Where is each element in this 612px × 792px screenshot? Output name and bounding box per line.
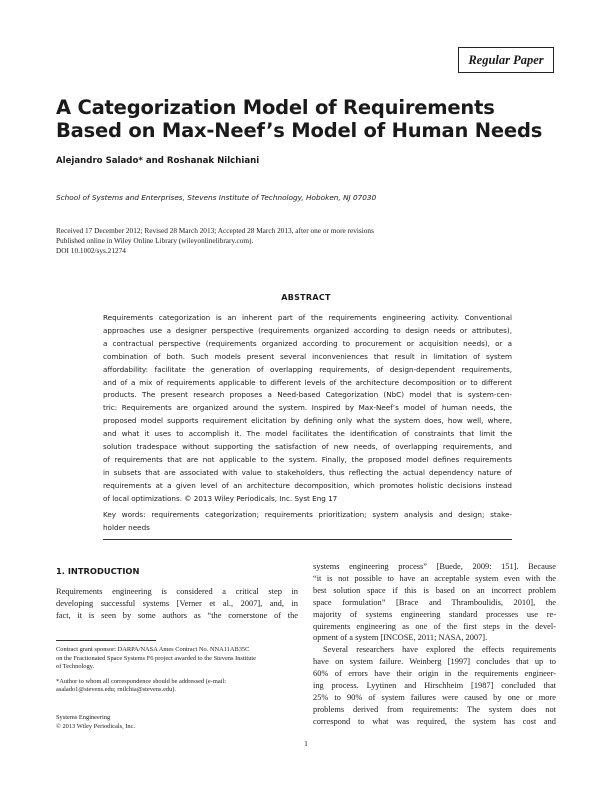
abstract-line: tric: Requirements are organized around the system. Inspired by Max-Neef’s model of human needs, the: [103, 403, 512, 413]
abstract-divider: [103, 539, 512, 540]
abstract-line: a contractual perspective (requirements organized according to procurement or acquisition needs), or a: [103, 338, 512, 348]
body-line: fact, it is seen by some authors as “the cornerstone of the: [56, 610, 298, 620]
abstract-line: Requirements categorization is an inherent part of the requirements engineering activity. Conventional: [103, 313, 512, 322]
journal-name: Systems Engineering: [56, 714, 111, 721]
body-line: developing successful systems [Verner et al., 2007], and, in: [56, 598, 298, 608]
right-column-text: [313, 561, 556, 728]
footnote-line: on the Fractionated Space Systems F6 project awarded to the Stevens Institute: [56, 654, 257, 662]
body-line: problems derived from requirements: The system does not: [313, 704, 556, 714]
footnotes: [56, 646, 298, 701]
footnote-line: of Technology.: [56, 663, 95, 671]
body-line: ing process. Lyytinen and Hirschheim [1987] concluded that: [313, 681, 556, 691]
abstract-line: and of a mix of requirements applicable to different levels of the architecture decomposition or to different: [103, 377, 512, 387]
abstract-line: solution tradespace without supporting the satisfaction of new needs, of overlapping requirements, and: [103, 442, 512, 452]
correspondence-footnote: [56, 678, 298, 695]
body-line: best solution space if this is based on an incorrect problem: [313, 585, 556, 595]
footnote-divider: [56, 640, 156, 641]
page-number: 1: [304, 739, 308, 748]
title-line-2: Based on Max-Neef’s Model of Human Needs: [56, 119, 543, 142]
regular-paper-badge: Regular Paper: [458, 47, 554, 73]
body-line: have on system failure. Weinberg [1997] concludes that up to: [313, 657, 556, 667]
paper-title: [56, 96, 576, 142]
abstract-line: of local optimizations. © 2013 Wiley Periodicals, Inc. Syst Eng 17: [103, 493, 338, 503]
abstract-line: and what it uses to accomplish it. The model facilitates the identification of constraints that limit the: [103, 429, 512, 439]
left-column-text: [56, 586, 298, 622]
body-line: majority of systems engineering standard processes use re-: [313, 609, 556, 619]
body-line: systems engineering process” [Buede, 2009: 151]. Because: [313, 562, 556, 571]
publication-dates: [56, 226, 374, 256]
body-line: 60% of errors have their origin in the requirements engineer-: [313, 669, 556, 679]
keywords: [103, 508, 512, 534]
abstract-heading: ABSTRACT: [281, 293, 331, 302]
body-line: correspond to what was required, the system has cost and: [313, 716, 556, 726]
abstract-line: requirements at a given level of an architecture decomposition, which promotes holistic decisions instead: [103, 480, 512, 490]
doi-line: DOI 10.1002/sys.21274: [56, 246, 126, 255]
affiliation: School of Systems and Enterprises, Stevens Institute of Technology, Hoboken, NJ 07030: [56, 193, 377, 202]
body-line: quirements engineering as one of the first steps in the devel-: [313, 621, 556, 631]
body-line: Several researchers have explored the effects requirements: [323, 645, 556, 655]
footnote-line: *Author to whom all correspondence should be addressed (e-mail:: [56, 677, 227, 685]
keywords-line: holder needs: [103, 523, 150, 532]
journal-copyright: © 2013 Wiley Periodicals, Inc.: [56, 722, 136, 730]
abstract-line: proposed model supports requirement elicitation by defining only what the system does, how well, where,: [103, 416, 512, 426]
body-line: “it is not possible to have an acceptable system even with the: [313, 573, 556, 583]
abstract-line: in subsets that are associated with value to stakeholders, thus reflecting the actual dependency nature of: [103, 467, 512, 477]
body-line: space formulation” [Brace and Thramboulidis, 2010], the: [313, 597, 556, 607]
journal-info: [56, 714, 135, 731]
footnote-line: asalado1@stevens.edu; rnilchia@stevens.edu).: [56, 686, 177, 694]
abstract-line: combination of both. Such models present several inconveniences that result in limitation of system: [103, 351, 512, 361]
abstract-body: [103, 312, 512, 506]
body-line: Requirements engineering is considered a critical step in: [56, 587, 298, 596]
abstract-line: of requirements that are not applicable to the system. Finally, the proposed model defines requirements: [103, 454, 512, 464]
abstract-line: affordability: facilitate the generation of overlapping requirements, of design-dependent requirements,: [103, 364, 512, 374]
body-line: 25% to 90% of system failures were caused by one or more: [313, 692, 556, 702]
keywords-line: Key words: requirements categorization; requirements prioritization; system analysis and design; stake-: [103, 510, 512, 519]
section-heading: 1. INTRODUCTION: [56, 566, 140, 576]
body-line: opment of a system [INCOSE, 2011; NASA, 2007].: [313, 633, 488, 643]
published-line: Published online in Wiley Online Library (wileyonlinelibrary.com).: [56, 236, 254, 245]
grant-footnote: [56, 646, 298, 672]
abstract-line: products. The present research proposes a Need-based Categorization (NbC) model that is system-cen-: [103, 390, 512, 400]
footnote-line: Contract grant sponsor: DARPA/NASA Ames Contract No. NNA11AB35C: [56, 646, 250, 653]
received-line: Received 17 December 2012; Revised 28 March 2013; Accepted 28 March 2013, after one or more revisions: [56, 226, 374, 235]
authors: Alejandro Salado* and Roshanak Nilchiani: [56, 156, 260, 166]
title-line-1: A Categorization Model of Requirements: [56, 96, 495, 119]
abstract-line: approaches use a designer perspective (requirements organized according to design needs or attributes),: [103, 325, 512, 335]
